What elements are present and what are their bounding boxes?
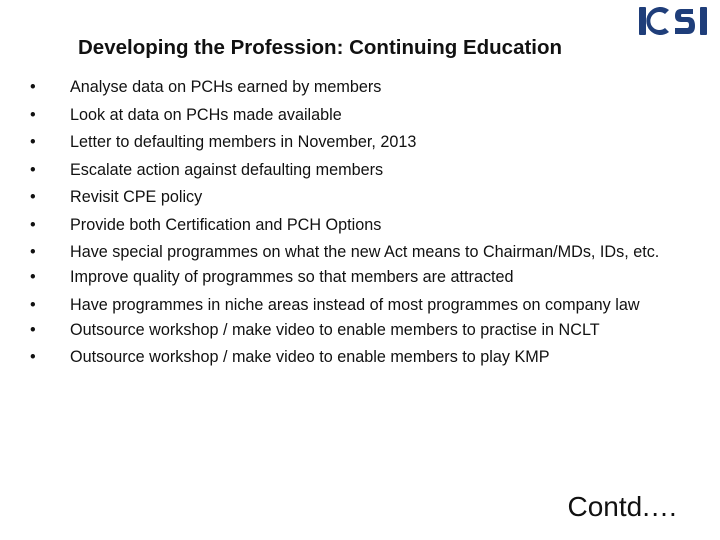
slide-title: Developing the Profession: Continuing Education [78, 36, 563, 59]
bullet-item [30, 78, 678, 97]
bullet-text: Have special programmes on what the new Act means to Chairman/MDs, IDs, etc. [70, 243, 660, 261]
bullet-text: Improve quality of programmes so that members are attracted [70, 268, 514, 286]
bullet-dot: • [30, 348, 36, 366]
bullet-text: Letter to defaulting members in November, 2013 [70, 133, 417, 151]
bullet-text: Escalate action against defaulting members [70, 160, 384, 179]
bullet-dot: • [30, 268, 36, 286]
bullet-item [30, 243, 678, 262]
continued-label: Contd.… [567, 491, 678, 522]
bullet-text: Have programmes in niche areas instead of most programmes on company law [70, 295, 640, 314]
bullet-text: Provide both Certification and PCH Options [70, 215, 382, 234]
bullet-dot: • [30, 78, 36, 96]
bullet-dot: • [30, 160, 36, 179]
bullet-item [30, 321, 678, 340]
bullet-item [30, 216, 678, 235]
bullet-text: Outsource workshop / make video to enable members to practise in NCLT [70, 320, 600, 339]
bullet-item [30, 106, 678, 125]
bullet-dot: • [30, 105, 36, 124]
bullet-item [30, 348, 678, 367]
bullet-item [30, 268, 678, 287]
bullet-dot: • [30, 320, 36, 339]
bullet-dot: • [30, 295, 36, 314]
bullet-dot: • [30, 188, 36, 206]
bullet-dot: • [30, 243, 36, 261]
bullet-dot: • [30, 215, 36, 234]
bullet-item [30, 188, 678, 207]
bullet-item [30, 296, 678, 315]
bullet-item [30, 133, 678, 152]
bullet-dot: • [30, 133, 36, 151]
bullet-list [30, 78, 678, 376]
bullet-text: Outsource workshop / make video to enable members to play KMP [70, 348, 550, 366]
icsi-logo-mark [639, 7, 707, 35]
bullet-text: Revisit CPE policy [70, 188, 203, 206]
bullet-text: Look at data on PCHs made available [70, 105, 342, 124]
bullet-text: Analyse data on PCHs earned by members [70, 78, 382, 96]
icsi-logo [637, 4, 715, 38]
bullet-item [30, 161, 678, 180]
